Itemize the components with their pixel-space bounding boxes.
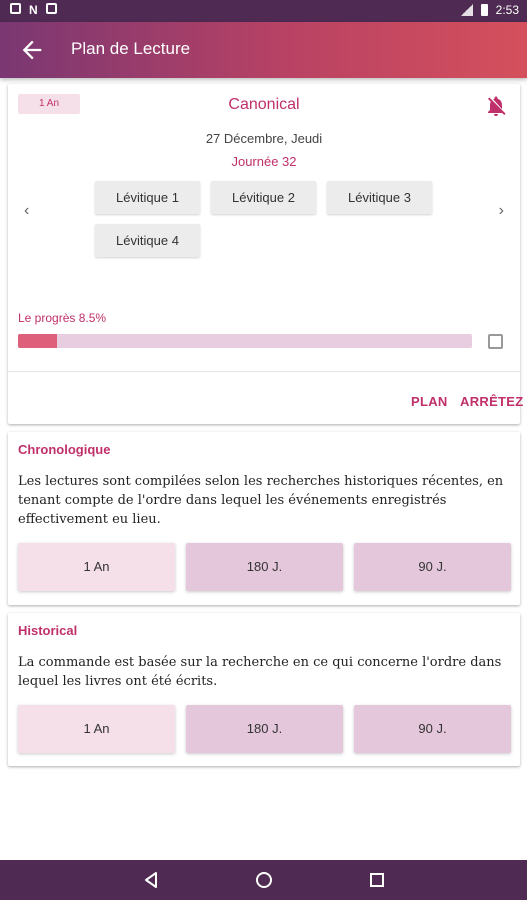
plan-button[interactable]: PLAN	[411, 394, 448, 409]
status-bar-right	[461, 3, 519, 17]
chevron-right-icon[interactable]: ›	[498, 202, 504, 219]
90-days-button[interactable]: 90 J.	[354, 705, 511, 753]
reading-plan-card	[8, 84, 524, 424]
home-circle-icon[interactable]	[254, 870, 274, 890]
bell-off-icon[interactable]	[484, 94, 508, 118]
plan-duration-badge: 1 An	[18, 94, 80, 114]
complete-checkbox[interactable]	[488, 334, 503, 349]
plan-title: Canonical	[228, 96, 300, 113]
status-time: 2:53	[495, 3, 519, 17]
divider	[8, 371, 520, 372]
recents-square-icon[interactable]	[367, 870, 387, 890]
progress-bar	[18, 334, 472, 348]
signal-icon	[461, 4, 473, 16]
chapter-chip[interactable]: Lévitique 4	[95, 224, 200, 257]
180-days-button[interactable]: 180 J.	[186, 543, 343, 591]
stop-button[interactable]: ARRÊTEZ	[460, 394, 524, 409]
n-icon: N	[29, 3, 38, 17]
180-days-button[interactable]: 180 J.	[186, 705, 343, 753]
notification-box-icon	[10, 3, 21, 14]
historical-plan-card	[8, 613, 520, 766]
progress-label: Le progrès 8.5%	[18, 311, 107, 325]
progress-bar-fill	[18, 334, 57, 348]
plan-date: 27 Décembre, Jeudi	[205, 131, 323, 146]
plan-day: Journée 32	[231, 154, 297, 169]
chapter-chip[interactable]: Lévitique 3	[327, 181, 432, 214]
arrow-back-icon[interactable]	[18, 36, 46, 64]
section-description: Les lectures sont compilées selon les recherches historiques récentes, en tenant compte de l'ordre dans lequel les événements enregistrés effectivement eu lieu.	[18, 474, 504, 527]
chapter-chip[interactable]: Lévitique 2	[211, 181, 316, 214]
section-title: Historical	[18, 623, 78, 638]
status-bar	[0, 0, 527, 22]
app-bar	[0, 22, 527, 78]
one-year-button[interactable]: 1 An	[18, 705, 175, 753]
back-triangle-icon[interactable]	[141, 870, 161, 890]
section-description: La commande est basée sur la recherche en ce qui concerne l'ordre dans lequel les livres ont été écrits.	[18, 655, 502, 689]
battery-icon	[481, 4, 488, 16]
one-year-button[interactable]: 1 An	[18, 543, 175, 591]
chevron-left-icon[interactable]: ‹	[24, 202, 30, 219]
chapter-chip[interactable]: Lévitique 1	[95, 181, 200, 214]
system-nav-bar	[0, 860, 527, 900]
status-bar-left	[10, 3, 57, 17]
page-title: Plan de Lecture	[71, 39, 191, 58]
section-title: Chronologique	[18, 442, 111, 457]
notification-box-icon	[46, 3, 57, 14]
chronological-plan-card	[8, 432, 520, 605]
90-days-button[interactable]: 90 J.	[354, 543, 511, 591]
